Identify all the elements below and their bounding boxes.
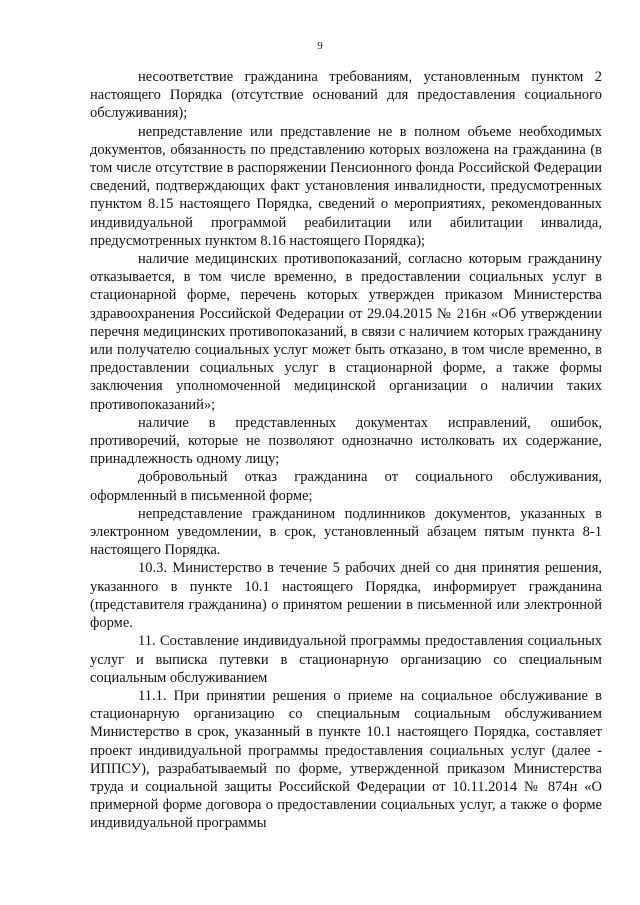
paragraph-document-errors: наличие в представленных документах исправлений, ошибок, противоречий, которые не позволяют однозначно истолковать их содержание, принадлежность одному лицу; bbox=[90, 414, 602, 468]
paragraph-11-1: 11.1. При принятии решения о приеме на социальное обслуживание в стационарную организацию со специальным социальным обслуживанием Министерство в срок, указанный в пункте 10.1 настоящего Порядка, составляет проект индивидуальной программы предоставления социальных услуг (далее - ИППСУ), разрабатываемый по форме, утвержденной приказом Министерства труда и социальной защиты Российской Федерации от 10.11.2014 № 874н «О примерной форме договора о предоставлении социальных услуг, а также о форме индивидуальной программы bbox=[90, 687, 602, 832]
document-body bbox=[90, 68, 602, 833]
paragraph-missing-documents: непредставление или представление не в полном объеме необходимых документов, обязанность по представлению которых возложена на гражданина (в том числе отсутствие в распоряжении Пенсионного фонда Российской Федерации сведений, подтверждающих факт установления инвалидности, предусмотренных пунктом 8.15 настоящего Порядка, сведений о мероприятиях, рекомендованных индивидуальной программой реабилитации или абилитации инвалида, предусмотренных пунктом 8.16 настоящего Порядка); bbox=[90, 123, 602, 249]
section-heading-11: 11. Составление индивидуальной программы предоставления социальных услуг и выписка путевки в стационарную организацию со специальным социальным обслуживанием bbox=[90, 633, 602, 686]
paragraph-medical-contraindications: наличие медицинских противопоказаний, согласно которым гражданину отказывается, в том числе временно, в предоставлении социальных услуг в стационарной форме, перечень которых утвержден приказом Министерства здравоохранения Российской Федерации от 29.04.2015 № 216н «Об утверждении перечня медицинских противопоказаний, в связи с наличием которых гражданину или получателю социальных услуг может быть отказано, в том числе временно, в предоставлении социальных услуг в стационарной форме, а также формы заключения уполномоченной медицинской организации о наличии таких противопоказаний»; bbox=[90, 251, 602, 413]
paragraph-original-documents: непредставление гражданином подлинников документов, указанных в электронном уведомлении, в срок, установленный абзацем пятым пункта 8-1 настоящего Порядка. bbox=[90, 505, 602, 559]
page-number: 9 bbox=[317, 40, 323, 52]
paragraph-voluntary-refusal: добровольный отказ гражданина от социального обслуживания, оформленный в письменной форме; bbox=[90, 469, 602, 504]
paragraph-noncompliance: несоответствие гражданина требованиям, установленным пунктом 2 настоящего Порядка (отсутствие оснований для предоставления социального обслуживания); bbox=[90, 69, 602, 122]
paragraph-10-3: 10.3. Министерство в течение 5 рабочих дней со дня принятия решения, указанного в пункте 10.1 настоящего Порядка, информирует гражданина (представителя гражданина) о принятом решении в письменной или электронной форме. bbox=[90, 560, 602, 632]
